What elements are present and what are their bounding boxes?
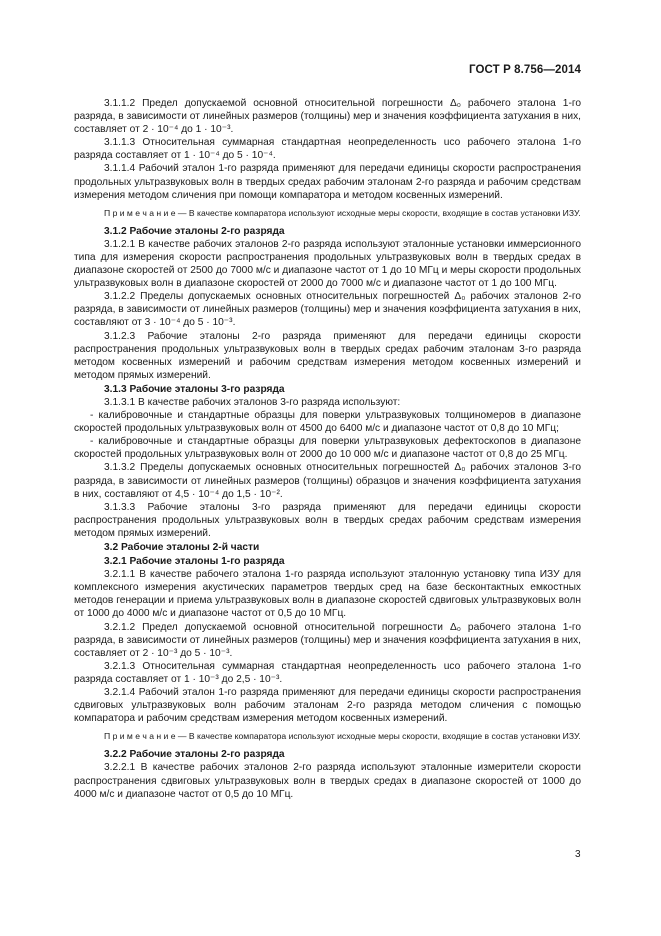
paragraph-3-1-3-2: 3.1.3.2 Пределы допускаемых основных относительных погрешностей Δ₀ рабочих эталонов 3-го разряда, в зависимости от линейных размеров (толщины) образцов и значения коэффициента затухания в них, составляют от 4,5 · 10⁻⁴ до 1,5 · 10⁻². — [74, 462, 581, 500]
paragraph-3-2-2-1: 3.2.2.1 В качестве рабочих эталонов 2-го разряда используют эталонные измерители скорости распространения сдвиговых ультразвуковых волн в твердых средах в диапазоне скоростей от 1000 до 4000 м/с и диапазоне частот от 0,5 до 10 МГц. — [74, 762, 581, 800]
paragraph-3-1-1-2: 3.1.1.2 Предел допускаемой основной относительной погрешности Δ₀ рабочего эталона 1-го разряда, в зависимости от линейных размеров (толщины) мер и значения коэффициента затухания в них, составляет от 2 · 10⁻⁴ до 1 · 10⁻³. — [74, 98, 581, 136]
note-label: П р и м е ч а н и е — [104, 207, 176, 218]
paragraph-3-1-2-1: 3.1.2.1 В качестве рабочих эталонов 2-го разряда используют эталонные установки иммерсионного типа для измерения скорости распространения продольных ультразвуковых волн в твердых средах в диапазоне скоростей от 2500 до 7000 м/с и диапазоне частот от 1 до 10 МГц и меры скорости продольных ультразвуковых волн в диапазоне скоростей от 2000 до 7000 м/с и диапазоне частот от 1 до 100 МГц. — [74, 238, 581, 290]
paragraph-3-2-1-1: 3.2.1.1 В качестве рабочего эталона 1-го разряда используют эталонную установку типа ИЗУ для комплексного измерения акустических параметров твердых сред на базе бесконтактных емкостных методов генерации и приема ультразвуковых волн в диапазоне скоростей сдвиговых ультразвуковых волн от 1000 до 4000 м/с и диапазоне частот от 0,5 до 10 МГц. — [74, 569, 581, 620]
paragraph-3-2-1-3: 3.2.1.3 Относительная суммарная стандартная неопределенность uсо рабочего эталона 1-го разряда составляет от 1 · 10⁻³ до 2,5 · 10⁻³. — [74, 660, 581, 685]
paragraph-3-1-3-3: 3.1.3.3 Рабочие эталоны 3-го разряда применяют для передачи единицы скорости распространения продольных ультразвуковых волн в твердых средах рабочим средствам измерения методом прямых измерений. — [74, 501, 581, 539]
note-label: П р и м е ч а н и е — [104, 731, 176, 742]
note-text: — В качестве компаратора используют исходные меры скорости, входящие в состав установки ИЗУ. — [175, 207, 581, 218]
note-paragraph — [74, 208, 581, 219]
heading-3-1-3: 3.1.3 Рабочие эталоны 3-го разряда — [104, 383, 285, 395]
note-text: — В качестве компаратора используют исходные меры скорости, входящие в состав установки ИЗУ. — [175, 731, 581, 742]
paragraph-3-2-1-2: 3.2.1.2 Предел допускаемой основной относительной погрешности Δ₀ рабочего эталона 1-го разряда, в зависимости от линейных размеров (толщины) мер и значения коэффициента затухания в них, составляет от 2 · 10⁻³ до 5 · 10⁻³. — [74, 621, 581, 659]
document-body — [74, 97, 581, 801]
heading-3-2-2: 3.2.2 Рабочие эталоны 2-го разряда — [104, 749, 285, 761]
heading-3-2-1: 3.2.1 Рабочие эталоны 1-го разряда — [104, 556, 285, 568]
paragraph-3-2-1-4: 3.2.1.4 Рабочий эталон 1-го разряда применяют для передачи единицы скорости распространения сдвиговых ультразвуковых волн рабочим эталонам 2-го разряда методом сличения с помощью компаратора и рабочим средствам измерения методом косвенных измерений. — [74, 687, 581, 725]
standard-header: ГОСТ Р 8.756—2014 — [469, 64, 581, 76]
heading-3-2: 3.2 Рабочие эталоны 2-й части — [104, 542, 260, 553]
paragraph-3-1-2-2: 3.1.2.2 Пределы допускаемых основных относительных погрешностей Δ₀ рабочих эталонов 2-го разряда, в зависимости от линейных размеров (толщины) мер и значения коэффициента затухания в них, составляют от 3 · 10⁻⁴ до 5 · 10⁻³. — [74, 291, 581, 329]
list-item: - калибровочные и стандартные образцы для поверки ультразвуковых дефектоскопов в диапазоне скоростей продольных ультразвуковых волн от 2000 до 10 000 м/с и диапазоне частот от 0,8 до 25 МГц. — [74, 436, 581, 461]
paragraph-3-1-1-3: 3.1.1.3 Относительная суммарная стандартная неопределенность uсо рабочего эталона 1-го разряда составляет от 1 · 10⁻⁴ до 5 · 10⁻⁴. — [74, 137, 581, 162]
list-item: - калибровочные и стандартные образцы для поверки ультразвуковых толщиномеров в диапазоне скоростей продольных ультразвуковых волн от 4500 до 6400 м/с и диапазоне частот от 0,8 до 10 МГц; — [74, 410, 581, 435]
page-number: 3 — [575, 849, 581, 860]
note-paragraph — [74, 731, 581, 742]
paragraph-3-1-3-1: 3.1.3.1 В качестве рабочих эталонов 3-го разряда используют: — [104, 396, 401, 408]
heading-3-1-2: 3.1.2 Рабочие эталоны 2-го разряда — [104, 225, 285, 237]
paragraph-3-1-2-3: 3.1.2.3 Рабочие эталоны 2-го разряда применяют для передачи единицы скорости распространения продольных ультразвуковых волн в твердых средах рабочим эталонам 3-го разряда методом косвенных измерений и рабочим средствам измерения методом косвенных измерений и методом прямых измерений. — [74, 330, 581, 381]
paragraph-3-1-1-4: 3.1.1.4 Рабочий эталон 1-го разряда применяют для передачи единицы скорости распространения продольных ультразвуковых волн в твердых средах рабочим эталонам 2-го разряда и рабочим средствам измерения методом сличения при помощи компаратора и методом косвенных измерений. — [74, 163, 581, 201]
